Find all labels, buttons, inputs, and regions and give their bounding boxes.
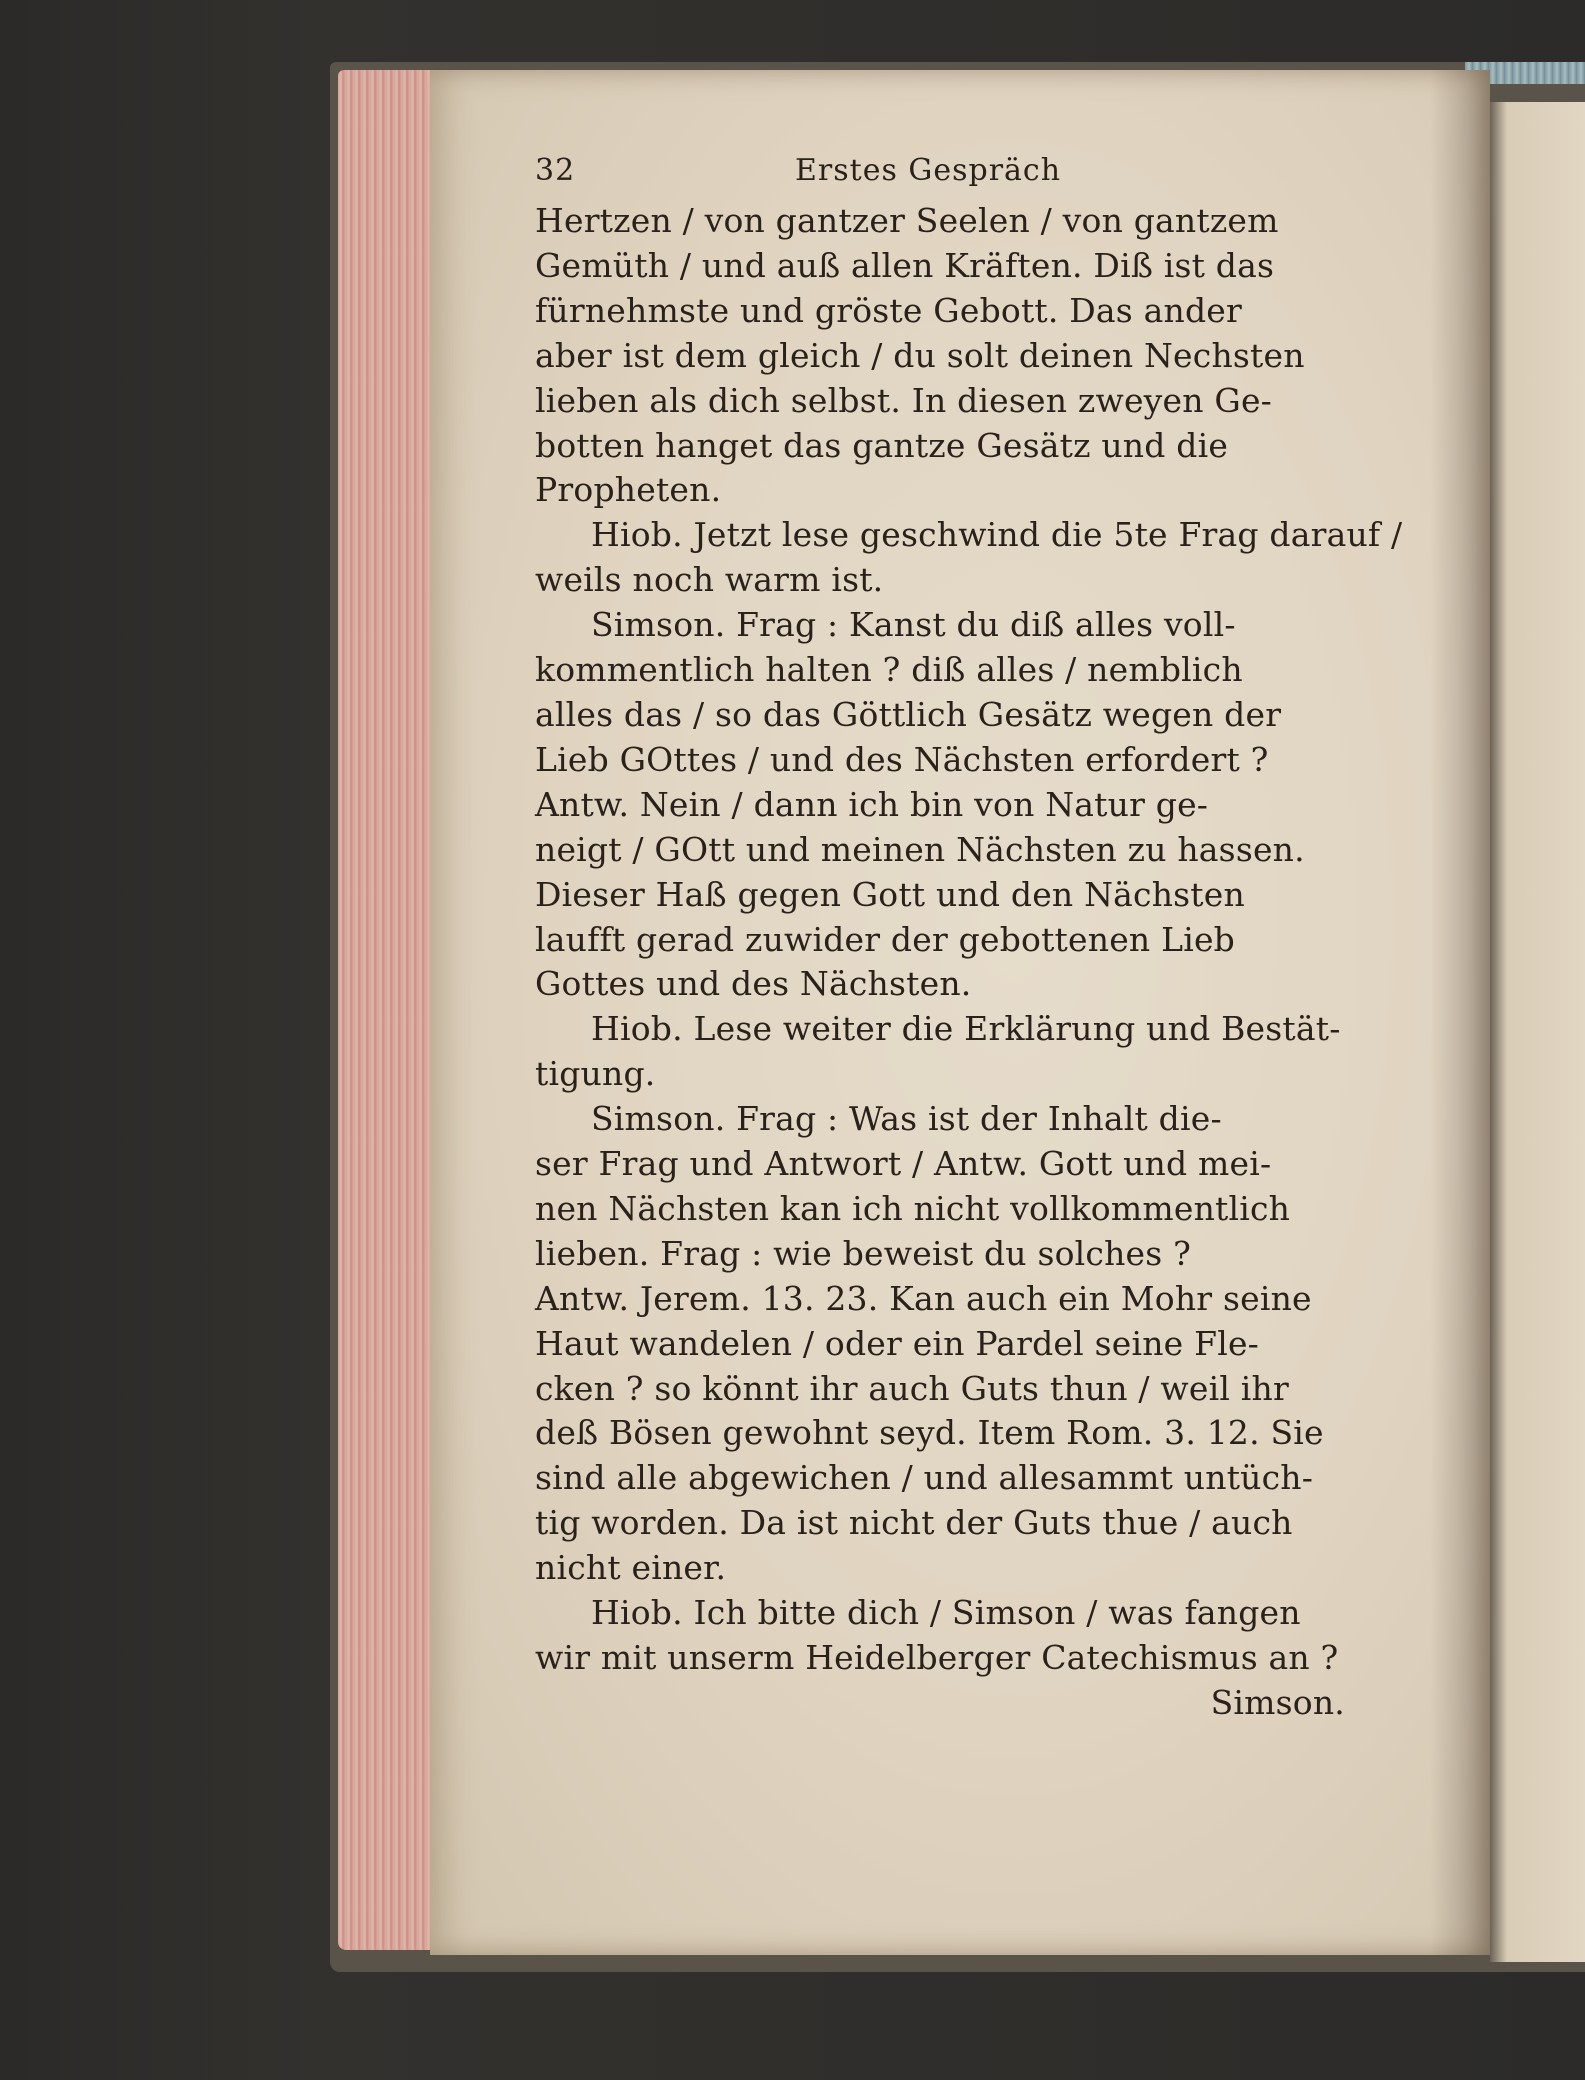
page-number: 32 — [535, 153, 576, 188]
text-line: Haut wandelen / oder ein Pardel seine Fle- — [535, 1323, 1260, 1363]
text-line: nen Nächsten kan ich nicht vollkommentlich — [535, 1188, 1291, 1228]
text-line: Propheten. — [535, 470, 722, 510]
speaker-line-simson: Simson. Frag : Kanst du diß alles voll- — [591, 605, 1236, 645]
text-line: botten hanget das gantze Gesätz und die — [535, 425, 1229, 465]
text-line: ser Frag und Antwort / Antw. Gott und mei- — [535, 1144, 1272, 1184]
speaker-line-hiob: Hiob. Ich bitte dich / Simson / was fangen — [591, 1593, 1301, 1633]
text-line: lieben als dich selbst. In diesen zweyen Ge- — [535, 380, 1273, 420]
text-line: Gottes und des Nächsten. — [535, 964, 972, 1004]
text-line: aber ist dem gleich / du solt deinen Nechsten — [535, 335, 1305, 375]
speaker-line-hiob: Hiob. Lese weiter die Erklärung und Bestät- — [591, 1009, 1341, 1049]
text-line: alles das / so das Göttlich Gesätz wegen der — [535, 694, 1282, 734]
text-line: Lieb GOttes / und des Nächsten erfordert ? — [535, 739, 1269, 779]
text-line: Gemüth / und auß allen Kräften. Diß ist das — [535, 245, 1275, 285]
text-line: lieben. Frag : wie beweist du solches ? — [535, 1233, 1191, 1273]
text-line: tigung. — [535, 1054, 656, 1094]
page-text — [535, 147, 1403, 1726]
text-line: kommentlich halten ? diß alles / nemblich — [535, 650, 1243, 690]
gutter-shadow — [1430, 70, 1490, 1955]
text-line: weils noch warm ist. — [535, 560, 884, 600]
text-line: fürnehmste und gröste Gebott. Das ander — [535, 290, 1242, 330]
text-line: tig worden. Da ist nicht der Guts thue / auch — [535, 1503, 1293, 1543]
running-title: Erstes Gespräch — [795, 153, 1062, 188]
text-line: Hertzen / von gantzer Seelen / von gantzem — [535, 201, 1279, 240]
text-line: Dieser Haß gegen Gott und den Nächsten — [535, 874, 1245, 914]
text-line: laufft gerad zuwider der gebottenen Lieb — [535, 919, 1236, 959]
speaker-line-hiob: Hiob. Jetzt lese geschwind die 5te Frag darauf / — [591, 515, 1403, 555]
text-line: sind alle abgewichen / und allesammt untüch- — [535, 1458, 1314, 1498]
book — [330, 62, 1585, 1972]
text-line: deß Bösen gewohnt seyd. Item Rom. 3. 12. Sie — [535, 1413, 1324, 1453]
running-head — [535, 147, 1355, 199]
catchword: Simson. — [1210, 1682, 1345, 1722]
text-line: neigt / GOtt und meinen Nächsten zu hassen. — [535, 829, 1305, 869]
text-line: cken ? so könnt ihr auch Guts thun / weil ihr — [535, 1368, 1289, 1408]
text-line: Antw. Jerem. 13. 23. Kan auch ein Mohr seine — [535, 1278, 1312, 1318]
facing-page-edge — [1490, 102, 1585, 1962]
text-line: nicht einer. — [535, 1548, 727, 1588]
text-line: Antw. Nein / dann ich bin von Natur ge- — [535, 784, 1209, 824]
text-line: wir mit unserm Heidelberger Catechismus an ? — [535, 1638, 1339, 1677]
speaker-line-simson: Simson. Frag : Was ist der Inhalt die- — [591, 1099, 1222, 1139]
